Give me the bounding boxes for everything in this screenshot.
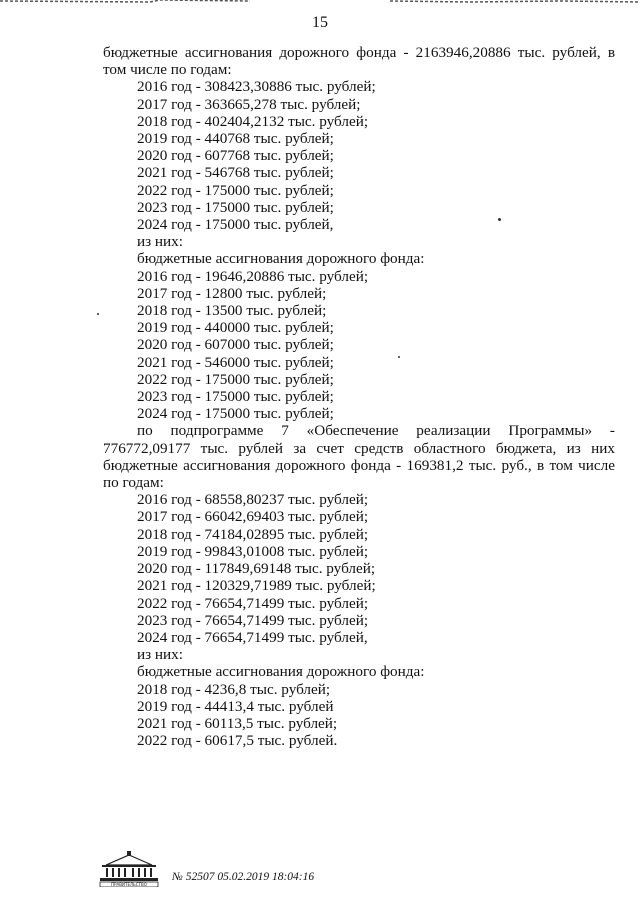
list-item: 2016 год - 308423,30886 тыс. рублей; <box>137 78 376 96</box>
document-footer <box>98 851 398 891</box>
list-item: 2017 год - 12800 тыс. рублей; <box>137 284 327 302</box>
list-item: 2023 год - 76654,71499 тыс. рублей; <box>137 611 369 629</box>
list-item: 2021 год - 120329,71989 тыс. рублей; <box>137 577 376 595</box>
subprogram-line-4: по годам: <box>103 474 164 492</box>
road-fund-heading: бюджетные ассигнования дорожного фонда: <box>137 250 425 268</box>
list-item: 2024 год - 76654,71499 тыс. рублей, <box>137 628 368 646</box>
year-list-subprogram <box>103 491 615 646</box>
scan-speck <box>97 313 99 315</box>
list-item: 2017 год - 66042,69403 тыс. рублей; <box>137 508 369 526</box>
list-item: 2021 год - 546768 тыс. рублей; <box>137 164 334 182</box>
subprogram-line-2: 776772,09177 тыс. рублей за счет средств областного бюджета, из них <box>103 439 615 457</box>
scan-speck <box>498 218 501 221</box>
subprogram-line-3: бюджетные ассигнования дорожного фонда - 169381,2 тыс. руб., в том числе <box>103 456 615 474</box>
list-item: 2024 год - 175000 тыс. рублей, <box>137 216 334 234</box>
year-list-subprogram-road-fund <box>103 681 615 750</box>
scan-edge-artifact <box>0 0 640 6</box>
list-item: 2017 год - 363665,278 тыс. рублей; <box>137 95 361 113</box>
list-item: 2016 год - 68558,80237 тыс. рублей; <box>137 491 369 509</box>
page-number: 15 <box>312 14 328 31</box>
list-item: 2023 год - 175000 тыс. рублей; <box>137 388 334 406</box>
list-item: 2020 год - 117849,69148 тыс. рублей; <box>137 560 376 578</box>
government-building-logo-icon <box>98 851 160 887</box>
list-item: 2020 год - 607768 тыс. рублей; <box>137 147 334 165</box>
list-item: 2020 год - 607000 тыс. рублей; <box>137 336 334 354</box>
list-item: 2022 год - 175000 тыс. рублей; <box>137 181 334 199</box>
list-item: 2018 год - 74184,02895 тыс. рублей; <box>137 525 369 543</box>
list-item: 2019 год - 440768 тыс. рублей; <box>137 130 334 148</box>
subprogram-line-1: по подпрограмме 7 «Обеспечение реализации Программы» - <box>137 422 615 440</box>
scan-speck <box>398 356 400 358</box>
list-item: 2016 год - 19646,20886 тыс. рублей; <box>137 267 369 285</box>
list-item: 2018 год - 13500 тыс. рублей; <box>137 302 327 320</box>
list-item: 2023 год - 175000 тыс. рублей; <box>137 198 334 216</box>
road-fund-heading: бюджетные ассигнования дорожного фонда: <box>137 663 425 681</box>
list-item: 2021 год - 546000 тыс. рублей; <box>137 353 334 371</box>
list-item: 2018 год - 402404,2132 тыс. рублей; <box>137 112 369 130</box>
intro-line-2: том числе по годам: <box>103 61 232 79</box>
list-item: 2019 год - 44413,4 тыс. рублей <box>137 697 334 715</box>
list-item: 2022 год - 175000 тыс. рублей; <box>137 370 334 388</box>
list-item: 2018 год - 4236,8 тыс. рублей; <box>137 680 331 698</box>
list-item: 2024 год - 175000 тыс. рублей; <box>137 405 334 423</box>
registration-stamp: № 52507 05.02.2019 18:04:16 <box>172 871 315 883</box>
document-body <box>103 44 615 749</box>
year-list-total <box>103 78 615 233</box>
intro-line-1: бюджетные ассигнования дорожного фонда - 2163946,20886 тыс. рублей, в <box>103 44 615 61</box>
year-list-road-fund <box>103 268 615 423</box>
list-item: 2022 год - 76654,71499 тыс. рублей; <box>137 594 369 612</box>
list-item: 2019 год - 99843,01008 тыс. рублей; <box>137 542 369 560</box>
logo-text: ПРАВИТЕЛЬСТВО <box>111 882 147 887</box>
list-item: 2021 год - 60113,5 тыс. рублей; <box>137 714 338 732</box>
of-them-label: из них: <box>137 233 183 251</box>
list-item: 2022 год - 60617,5 тыс. рублей. <box>137 732 338 750</box>
of-them-label: из них: <box>137 646 183 664</box>
list-item: 2019 год - 440000 тыс. рублей; <box>137 319 334 337</box>
